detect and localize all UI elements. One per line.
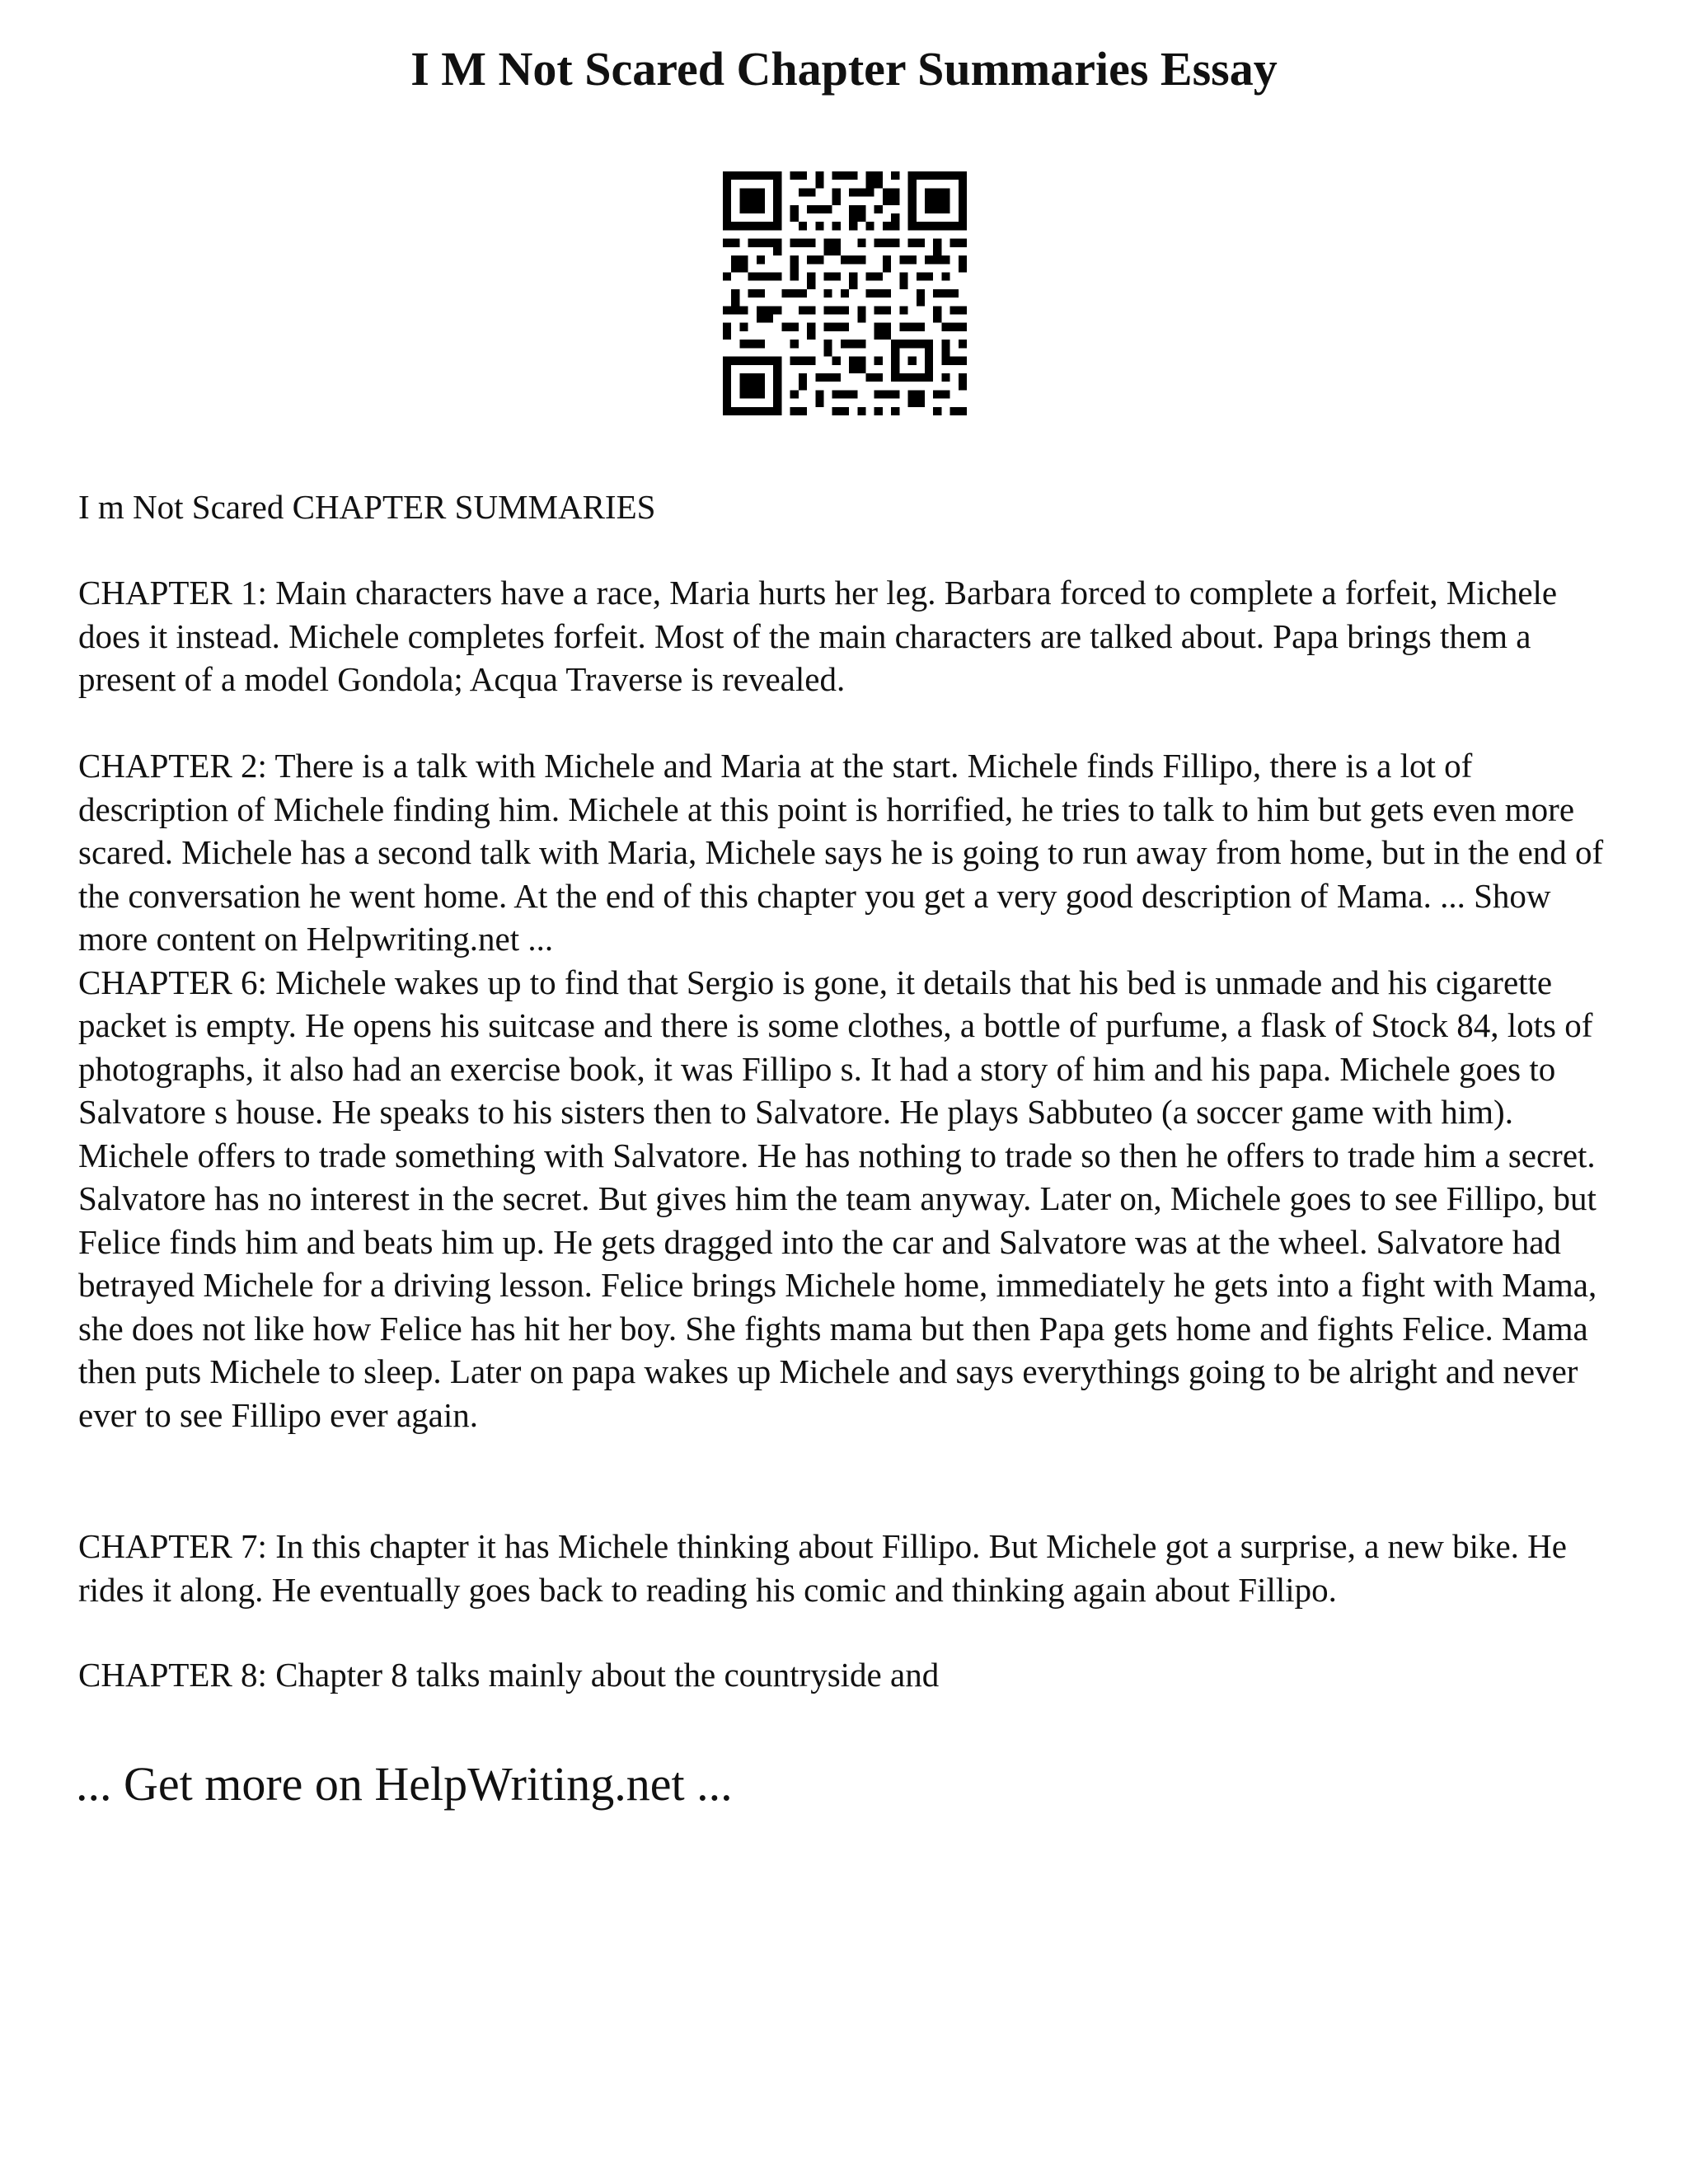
chapter-2-summary: CHAPTER 2: There is a talk with Michele and Maria at the start. Michele finds Fillipo, there is a lot of description of Michele finding him. Michele at this point is horrified, he tries to talk to him but gets even more scared. Michele has a second talk with Maria, Michele says he is going to run away from home, but in the end of the conversation he went home. At the end of this chapter you get a very good description of Mama. ... Show more content on Helpwriting.net ... xyxy=(78,747,1604,958)
chapter-7-summary: CHAPTER 7: In this chapter it has Michele thinking about Fillipo. But Michele got a surprise, a new bike. He rides it along. He eventually goes back to reading his comic and thinking again about Fillipo. xyxy=(78,1527,1567,1609)
chapter-1-summary: CHAPTER 1: Main characters have a race, Maria hurts her leg. Barbara forced to complete a forfeit, Michele does it instead. Michele completes forfeit. Most of the main characters are talked about. Papa brings them a present of a model Gondola; Acqua Traverse is revealed. xyxy=(78,574,1558,698)
document-title: I M Not Scared Chapter Summaries Essay xyxy=(410,42,1278,96)
get-more-link[interactable]: ... Get more on HelpWriting.net ... xyxy=(76,1757,733,1811)
chapter-8-summary: CHAPTER 8: Chapter 8 talks mainly about the countryside and xyxy=(78,1656,940,1694)
chapter-6-summary: CHAPTER 6: Michele wakes up to find that Sergio is gone, it details that his bed is unmade and his cigarette packet is empty. He opens his suitcase and there is some clothes, a bottle of purfume, a flask of Stock 84, lots of photographs, it also had an exercise book, it was Fillipo s. It had a story of him and his papa. Michele goes to Salvatore s house. He speaks to his sisters then to Salvatore. He plays Sabbuteo (a soccer game with him). Michele offers to trade something with Salvatore. He has nothing to trade so then he offers to trade him a secret. Salvatore has no interest in the secret. But gives him the team anyway. Later on, Michele goes to see Fillipo, but Felice finds him and beats him up. He gets dragged into the car and Salvatore was at the wheel. Salvatore had betrayed Michele for a driving lesson. Felice brings Michele home, immediately he gets into a fight with Mama, she does not like how Felice has hit her boy. She fights mama but then Papa gets home and fights Felice. Mama then puts Michele to sleep. Later on papa wakes up Michele and says everythings going to be alright and never ever to see Fillipo ever again. xyxy=(78,963,1597,1434)
qr-code-icon xyxy=(723,171,967,415)
qr-code xyxy=(723,171,967,415)
document-subtitle: I m Not Scared CHAPTER SUMMARIES xyxy=(78,488,656,526)
chapter-2-6-block xyxy=(78,744,1620,1436)
